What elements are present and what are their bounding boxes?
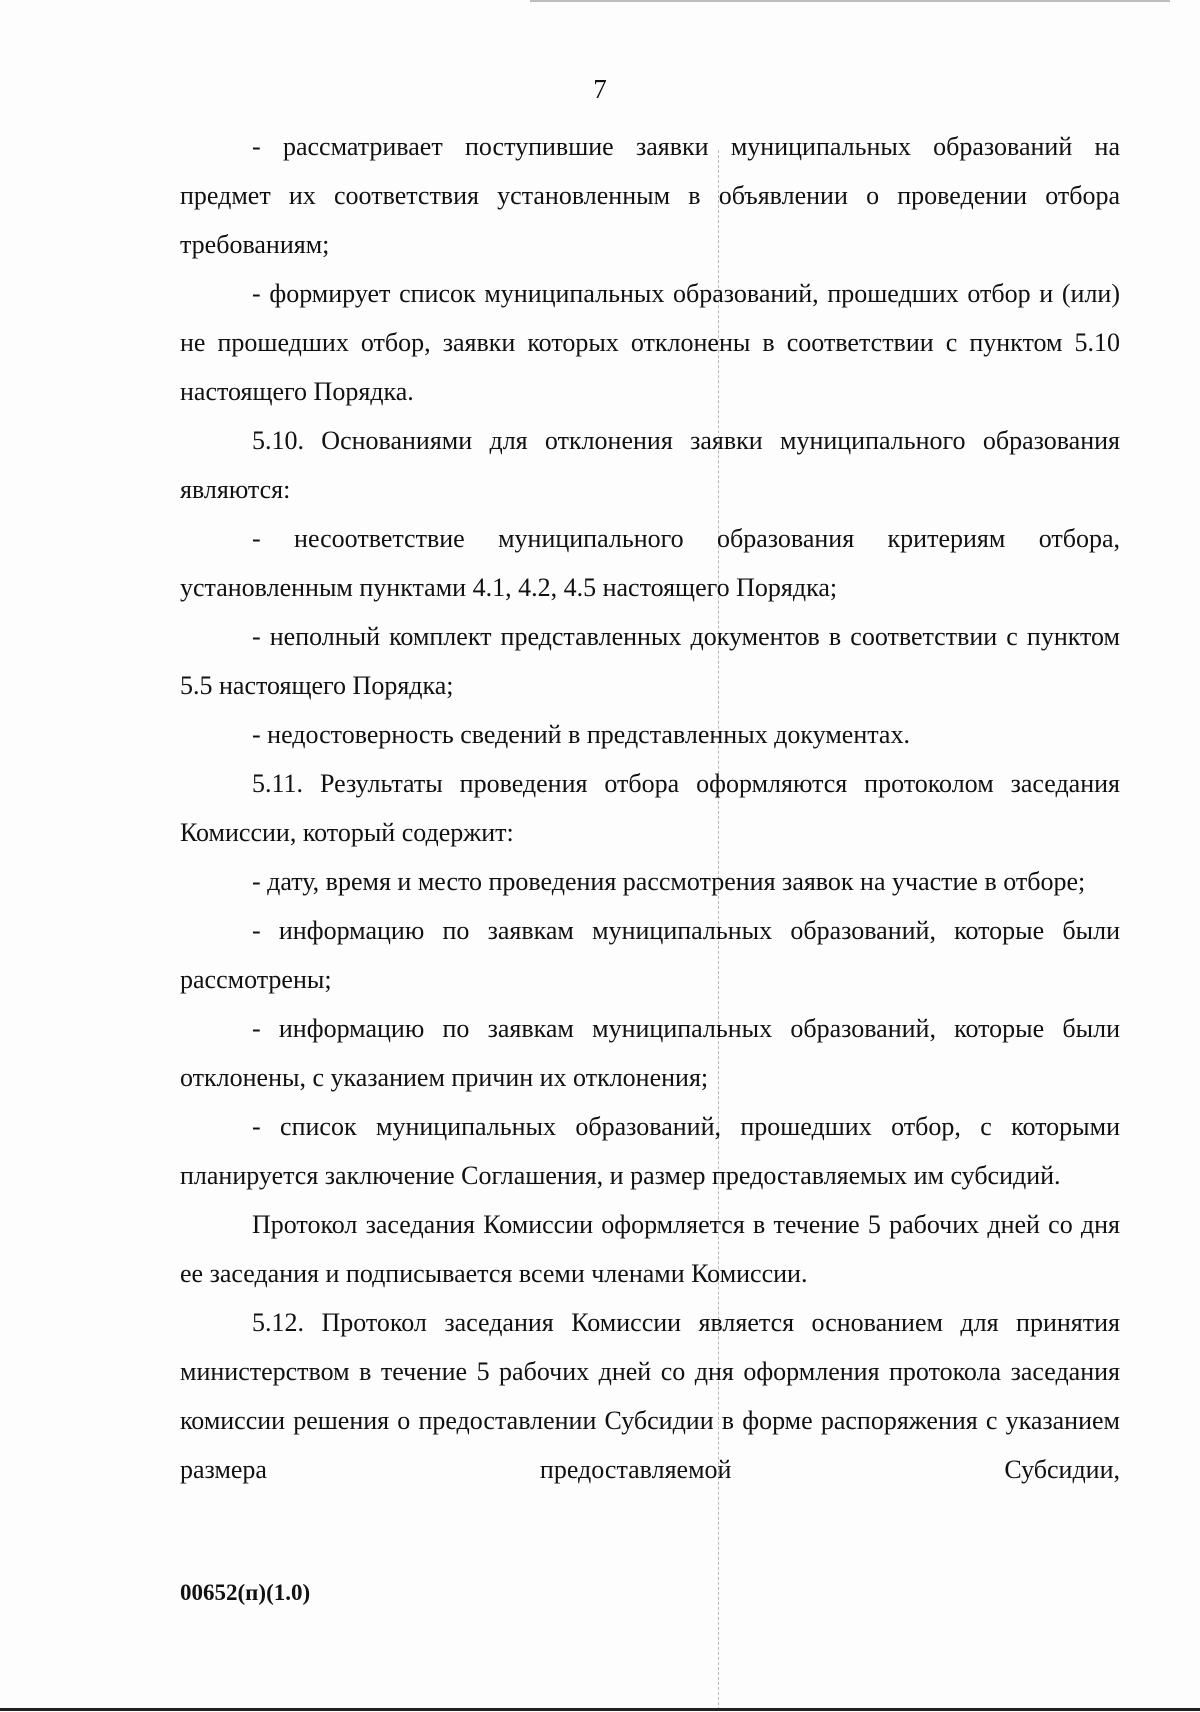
paragraph-7: 5.11. Результаты проведения отбора оформляются протоколом заседания Комиссии, который содержит: — [180, 769, 1120, 847]
scan-edge-bottom — [0, 1708, 1200, 1711]
page-number: 7 — [593, 74, 607, 104]
document-body — [180, 122, 1120, 1494]
paragraph-5: - неполный комплект представленных документов в соответствии с пунктом 5.5 настоящего Порядка; — [180, 622, 1120, 700]
paragraph-2: - формирует список муниципальных образований, прошедших отбор и (или) не прошедших отбор, заявки которых отклонены в соответствии с пунктом 5.10 настоящего Порядка. — [180, 279, 1120, 406]
paragraph-4: - несоответствие муниципального образования критериям отбора, установленным пунктами 4.1, 4.2, 4.5 настоящего Порядка; — [180, 524, 1120, 602]
paragraph-8: - дату, время и место проведения рассмотрения заявок на участие в отборе; — [252, 867, 1086, 896]
paragraph-10: - информацию по заявкам муниципальных образований, которые были отклонены, с указанием причин их отклонения; — [180, 1014, 1120, 1092]
paragraph-12: Протокол заседания Комиссии оформляется в течение 5 рабочих дней со дня ее заседания и подписывается всеми членами Комиссии. — [180, 1210, 1120, 1288]
document-code: 00652(п)(1.0) — [180, 1580, 311, 1605]
paragraph-1: - рассматривает поступившие заявки муниципальных образований на предмет их соответствия установленным в объявлении о проведении отбора требованиям; — [180, 132, 1120, 259]
paragraph-6: - недостоверность сведений в представленных документах. — [252, 720, 910, 749]
paragraph-11: - список муниципальных образований, прошедших отбор, с которыми планируется заключение Соглашения, и размер предоставляемых им субсидий. — [180, 1112, 1120, 1190]
paragraph-13: 5.12. Протокол заседания Комиссии является основанием для принятия министерством в течение 5 рабочих дней со дня оформления протокола заседания комиссии решения о предоставлении Субсидии в форме распоряжения с указанием размера предоставляемой Субсидии, — [180, 1308, 1120, 1484]
paragraph-3: 5.10. Основаниями для отклонения заявки муниципального образования являются: — [180, 426, 1120, 504]
paragraph-9: - информацию по заявкам муниципальных образований, которые были рассмотрены; — [180, 916, 1120, 994]
scan-edge-top — [530, 0, 1170, 2]
